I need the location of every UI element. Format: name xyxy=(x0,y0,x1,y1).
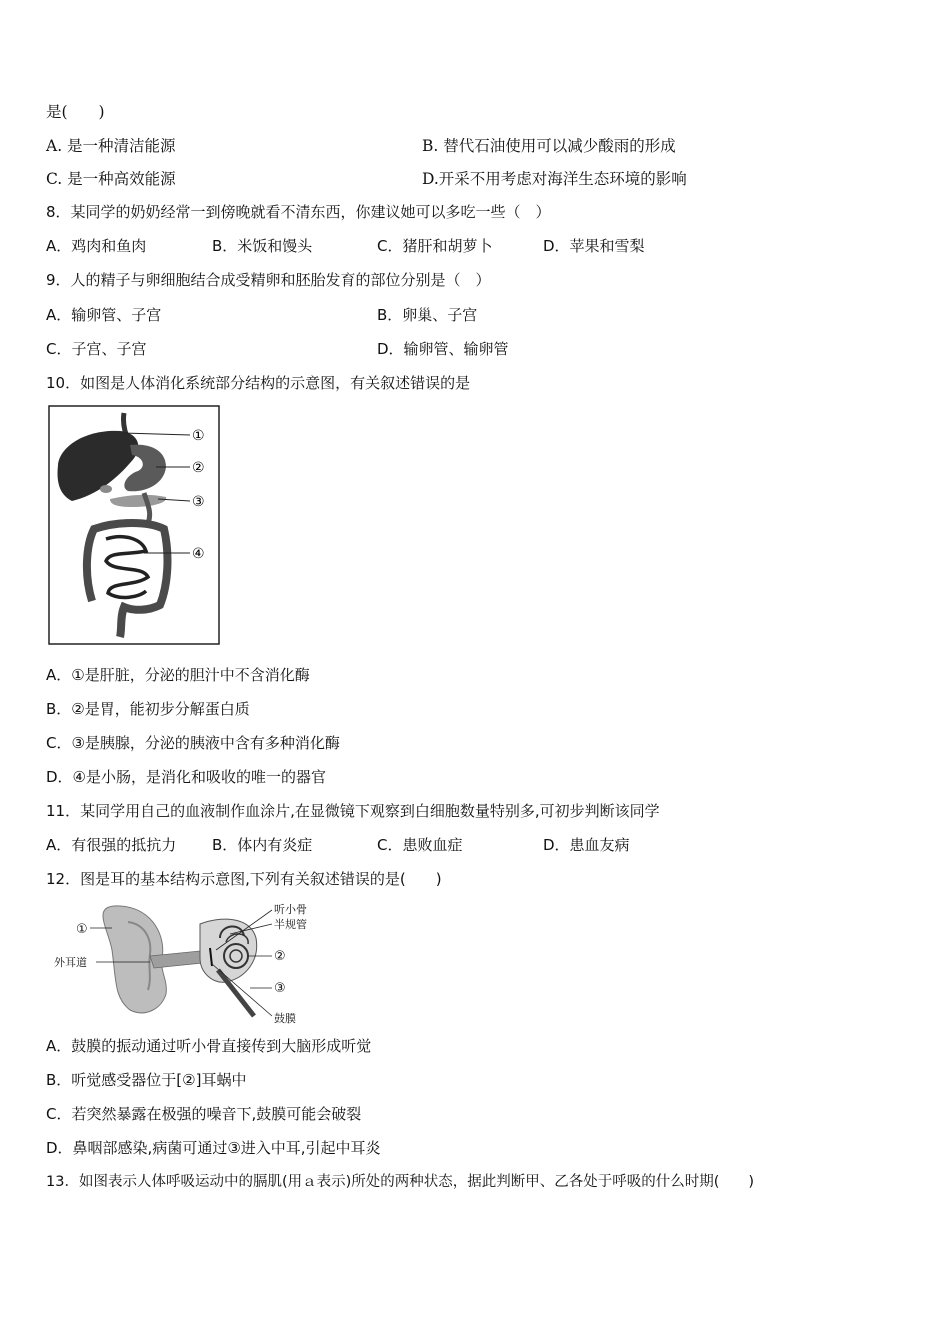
q12-stem: 12．图是耳的基本结构示意图,下列有关叙述错误的是( ) xyxy=(46,870,442,888)
q12-option-b: B．听觉感受器位于[②]耳蜗中 xyxy=(46,1071,247,1089)
q8-option-c: C．猪肝和胡萝卜 xyxy=(377,237,493,255)
digestive-label-2: ② xyxy=(192,460,205,476)
q9-option-c: C．子宫、子宫 xyxy=(46,340,147,358)
q11-option-b: B．体内有炎症 xyxy=(212,836,313,854)
q9-option-d: D．输卵管、输卵管 xyxy=(377,340,509,358)
q10-option-c: C．③是胰腺，分泌的胰液中含有多种消化酶 xyxy=(46,734,340,752)
ear-label-ossicles: 听小骨 xyxy=(274,903,307,916)
q12-option-a: A．鼓膜的振动通过听小骨直接传到大脑形成听觉 xyxy=(46,1037,372,1055)
ear-label-eardrum: 鼓膜 xyxy=(274,1012,296,1025)
q8-option-a: A．鸡肉和鱼肉 xyxy=(46,237,147,255)
ear-label-2: ② xyxy=(274,949,286,964)
ear-label-outer-canal: 外耳道 xyxy=(54,956,87,969)
q9-option-a: A．输卵管、子宫 xyxy=(46,306,162,324)
q8-option-b: B．米饭和馒头 xyxy=(212,237,313,255)
q12-option-d: D．鼻咽部感染,病菌可通过③进入中耳,引起中耳炎 xyxy=(46,1139,381,1157)
q10-option-d: D．④是小肠，是消化和吸收的唯一的器官 xyxy=(46,768,326,786)
ear-label-3: ③ xyxy=(274,981,286,996)
q10-option-b: B．②是胃，能初步分解蛋白质 xyxy=(46,700,250,718)
q7-option-c: C. 是一种高效能源 xyxy=(46,170,176,188)
q11-option-c: C．患败血症 xyxy=(377,836,463,854)
digestive-system-figure xyxy=(48,405,220,645)
q11-stem: 11．某同学用自己的血液制作血涂片,在显微镜下观察到白细胞数量特别多,可初步判断该同学 xyxy=(46,802,660,820)
q11-option-a: A．有很强的抵抗力 xyxy=(46,836,177,854)
q7-option-b: B. 替代石油使用可以减少酸雨的形成 xyxy=(422,137,676,155)
digestive-label-4: ④ xyxy=(192,546,205,562)
q7-option-a: A. 是一种清洁能源 xyxy=(46,137,176,155)
q8-option-d: D．苹果和雪梨 xyxy=(543,237,645,255)
q9-option-b: B．卵巢、子宫 xyxy=(377,306,478,324)
q9-stem: 9．人的精子与卵细胞结合成受精卵和胚胎发育的部位分别是（ ） xyxy=(46,271,491,289)
q10-stem: 10．如图是人体消化系统部分结构的示意图，有关叙述错误的是 xyxy=(46,374,471,392)
q7-stem-tail: 是( ) xyxy=(46,103,105,121)
ear-label-canals: 半规管 xyxy=(274,918,307,931)
q7-option-d: D.开采不用考虑对海洋生态环境的影响 xyxy=(422,170,687,188)
q10-option-a: A．①是肝脏，分泌的胆汁中不含消化酶 xyxy=(46,666,310,684)
digestive-label-1: ① xyxy=(192,428,205,444)
digestive-label-3: ③ xyxy=(192,494,205,510)
q11-option-d: D．患血友病 xyxy=(543,836,630,854)
ear-structure-figure xyxy=(50,898,320,1028)
q8-stem: 8．某同学的奶奶经常一到傍晚就看不清东西，你建议她可以多吃一些（ ） xyxy=(46,203,551,221)
q12-option-c: C．若突然暴露在极强的噪音下,鼓膜可能会破裂 xyxy=(46,1105,362,1123)
ear-label-1: ① xyxy=(76,922,88,937)
q13-stem: 13．如图表示人体呼吸运动中的膈肌(用ａ表示)所处的两种状态，据此判断甲、乙各处于呼吸的什么时期( ) xyxy=(46,1174,755,1190)
